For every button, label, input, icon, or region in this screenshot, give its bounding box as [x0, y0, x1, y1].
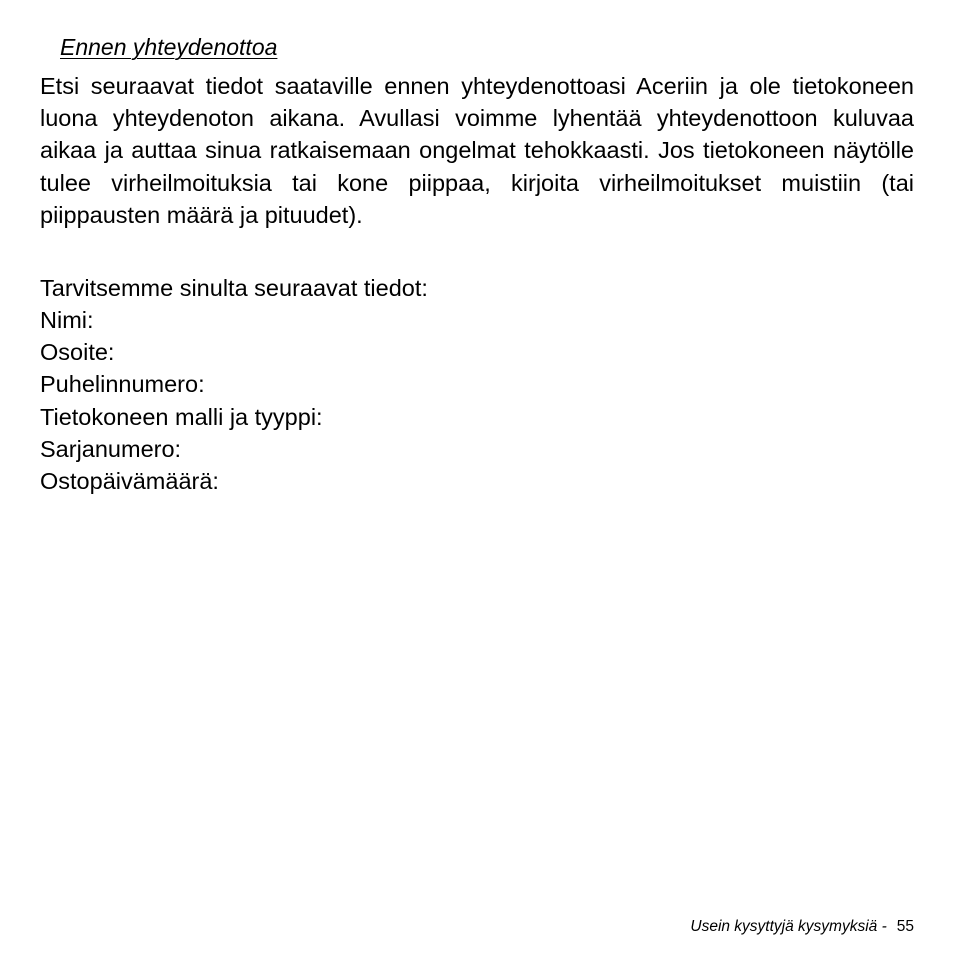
field-address-label: Osoite: [40, 339, 115, 366]
page-number: 55 [896, 918, 914, 935]
intro-paragraph: Etsi seuraavat tiedot saataville ennen yhteydenottoasi Aceriin ja ole tietokoneen luona yhteydenoton aikana. Avullasi voimme lyhentää yhteydenottoon kuluvaa aikaa ja auttaa sinua ratkaisemaan ongelmat tehokkaasti. Jos tietokoneen näytölle tulee virheilmoituksia tai kone piippaa, kirjoita virheilmoitukset muistiin (tai piippausten määrä ja pituudet). [40, 73, 914, 228]
footer-chapter-title: Usein kysyttyjä kysymyksiä - [690, 918, 887, 935]
field-model-label: Tietokoneen malli ja tyyppi: [40, 403, 323, 430]
field-purchase-date-label: Ostopäivämäärä: [40, 468, 219, 495]
field-serial-label: Sarjanumero: [40, 435, 182, 462]
required-info-heading: Tarvitsemme sinulta seuraavat tiedot: [40, 275, 428, 301]
section-title: Ennen yhteydenottoa [60, 34, 278, 60]
field-name-label: Nimi: [40, 307, 94, 333]
field-phone-label: Puhelinnumero: [40, 371, 205, 398]
required-info-list [40, 304, 323, 497]
page-footer [690, 918, 914, 936]
